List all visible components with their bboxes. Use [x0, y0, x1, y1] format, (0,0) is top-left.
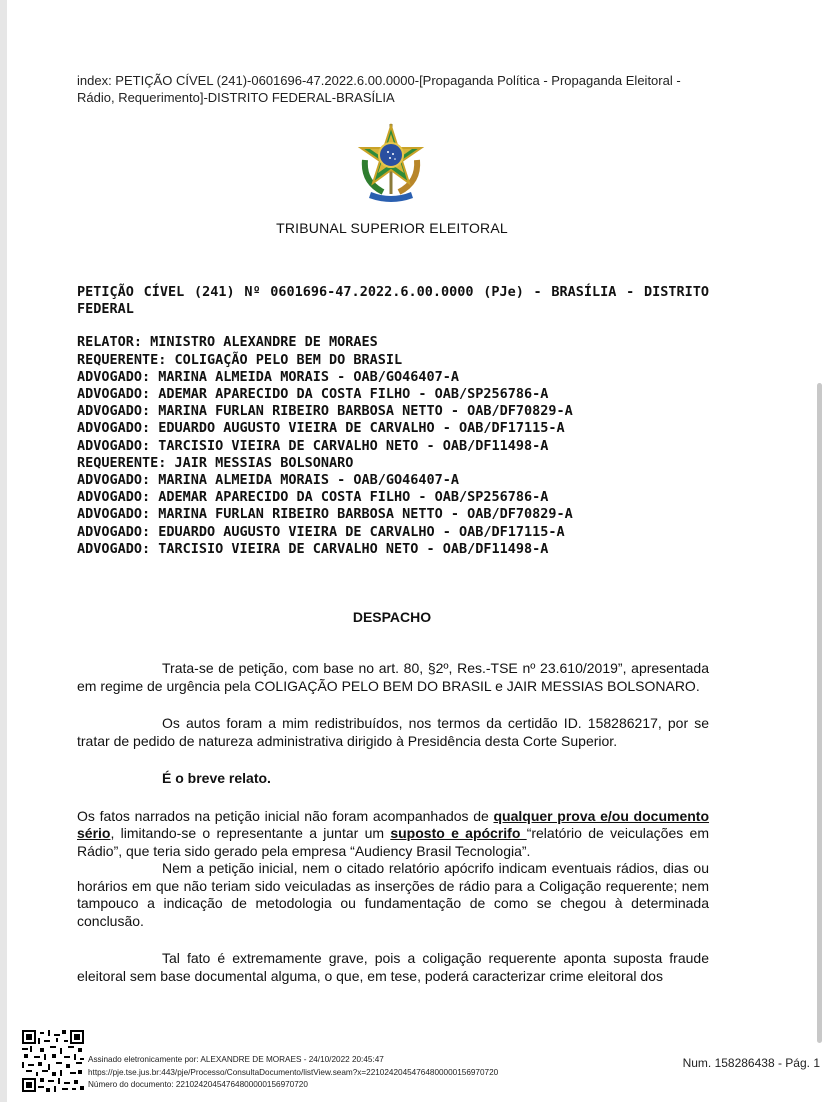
- page-number: Num. 158286438 - Pág. 1: [682, 1056, 820, 1070]
- party-line-advogado: ADVOGADO: MARINA FURLAN RIBEIRO BARBOSA NETTO - OAB/DF70829-A: [77, 506, 573, 523]
- document-number: Número do documento: 22102420454764800000156970720: [88, 1080, 308, 1089]
- party-line-advogado: ADVOGADO: MARINA ALMEIDA MORAIS - OAB/GO46407-A: [77, 368, 460, 385]
- brief-report-line: É o breve relato.: [162, 770, 271, 786]
- signed-by: Assinado eletronicamente por: ALEXANDRE DE MORAES - 24/10/2022 20:45:47: [88, 1055, 384, 1064]
- qr-code-icon: [22, 1030, 84, 1092]
- party-line-requerente: REQUERENTE: COLIGAÇÃO PELO BEM DO BRASIL: [77, 351, 403, 368]
- paragraph-4-text: “relatório de veiculações em Rádio”, que teria sido gerado pela empresa “Audiency Brasil Tecnologia”.: [77, 825, 709, 859]
- paragraph-4-text: Os fatos narrados na petição inicial não foram acompanhados de: [77, 807, 494, 824]
- paragraph-4: [77, 808, 709, 861]
- paragraph-1: Trata-se de petição, com base no art. 80, §2º, Res.-TSE nº 23.610/2019”, apresentada em regime de urgência pela COLIGAÇÃO PELO BEM DO BRASIL e JAIR MESSIAS BOLSONARO.: [77, 660, 709, 694]
- index-line: index: PETIÇÃO CÍVEL (241)-0601696-47.2022.6.00.0000-[Propaganda Política - Propaganda Eleitoral - Rádio, Requerimento]-DISTRITO FEDERAL-BRASÍLIA: [77, 73, 681, 105]
- signature-info: [88, 1054, 498, 1092]
- party-line-advogado: ADVOGADO: ADEMAR APARECIDO DA COSTA FILHO - OAB/SP256786-A: [77, 386, 549, 403]
- emphasis-apocryphal: suposto e apócrifo: [390, 825, 527, 841]
- despacho-body: [77, 660, 709, 985]
- paragraph-6: Tal fato é extremamente grave, pois a coligação requerente aponta suposta fraude eleitoral sem base documental alguma, o que, em tese, poderá caracterizar crime eleitoral dos: [77, 950, 709, 984]
- paragraph-4-text: , limitando-se o representante a juntar um: [110, 825, 391, 841]
- party-line-advogado: ADVOGADO: EDUARDO AUGUSTO VIEIRA DE CARVALHO - OAB/DF17115-A: [77, 420, 565, 437]
- case-title: PETIÇÃO CÍVEL (241) Nº 0601696-47.2022.6.00.0000 (PJe) - BRASÍLIA - DISTRITO FEDERAL: [77, 284, 709, 318]
- party-line-advogado: ADVOGADO: EDUARDO AUGUSTO VIEIRA DE CARVALHO - OAB/DF17115-A: [77, 523, 565, 540]
- party-line-advogado: ADVOGADO: TARCISIO VIEIRA DE CARVALHO NETO - OAB/DF11498-A: [77, 540, 549, 557]
- party-line-advogado: ADVOGADO: ADEMAR APARECIDO DA COSTA FILHO - OAB/SP256786-A: [77, 489, 549, 506]
- paragraph-5: Nem a petição inicial, nem o citado relatório apócrifo indicam eventuais rádios, dias ou horários em que não teriam sido veiculadas as inserções de rádio para a Coligação requerente; nem tampouco a indicação de metodologia ou fundamentação de como se chegou à determinada conclusão.: [77, 860, 709, 929]
- page-left-edge: [0, 0, 7, 1102]
- scrollbar[interactable]: [817, 383, 822, 1043]
- brazil-coat-of-arms-icon: [353, 120, 429, 204]
- paragraph-2: Os autos foram a mim redistribuídos, nos termos da certidão ID. 158286217, por se tratar de pedido de natureza administrativa dirigido à Presidência desta Corte Superior.: [77, 715, 709, 749]
- emphasis-no-proof: qualquer prova e/ou documento sério: [77, 807, 710, 841]
- party-line-advogado: ADVOGADO: MARINA FURLAN RIBEIRO BARBOSA NETTO - OAB/DF70829-A: [77, 403, 573, 420]
- case-header: [77, 284, 709, 558]
- party-list: [77, 334, 709, 558]
- despacho-heading: DESPACHO: [352, 609, 432, 625]
- court-name: TRIBUNAL SUPERIOR ELEITORAL: [276, 220, 508, 236]
- document-url[interactable]: https://pje.tse.jus.br:443/pje/Processo/ConsultaDocumento/listView.seam?x=22102420454764800000156970720: [88, 1067, 499, 1077]
- signature-footer: [0, 1025, 828, 1102]
- party-line-advogado: ADVOGADO: TARCISIO VIEIRA DE CARVALHO NETO - OAB/DF11498-A: [77, 437, 549, 454]
- party-line-requerente: REQUERENTE: JAIR MESSIAS BOLSONARO: [77, 454, 354, 471]
- party-line-advogado: ADVOGADO: MARINA ALMEIDA MORAIS - OAB/GO46407-A: [77, 472, 460, 489]
- party-line-relator: RELATOR: MINISTRO ALEXANDRE DE MORAES: [77, 334, 378, 351]
